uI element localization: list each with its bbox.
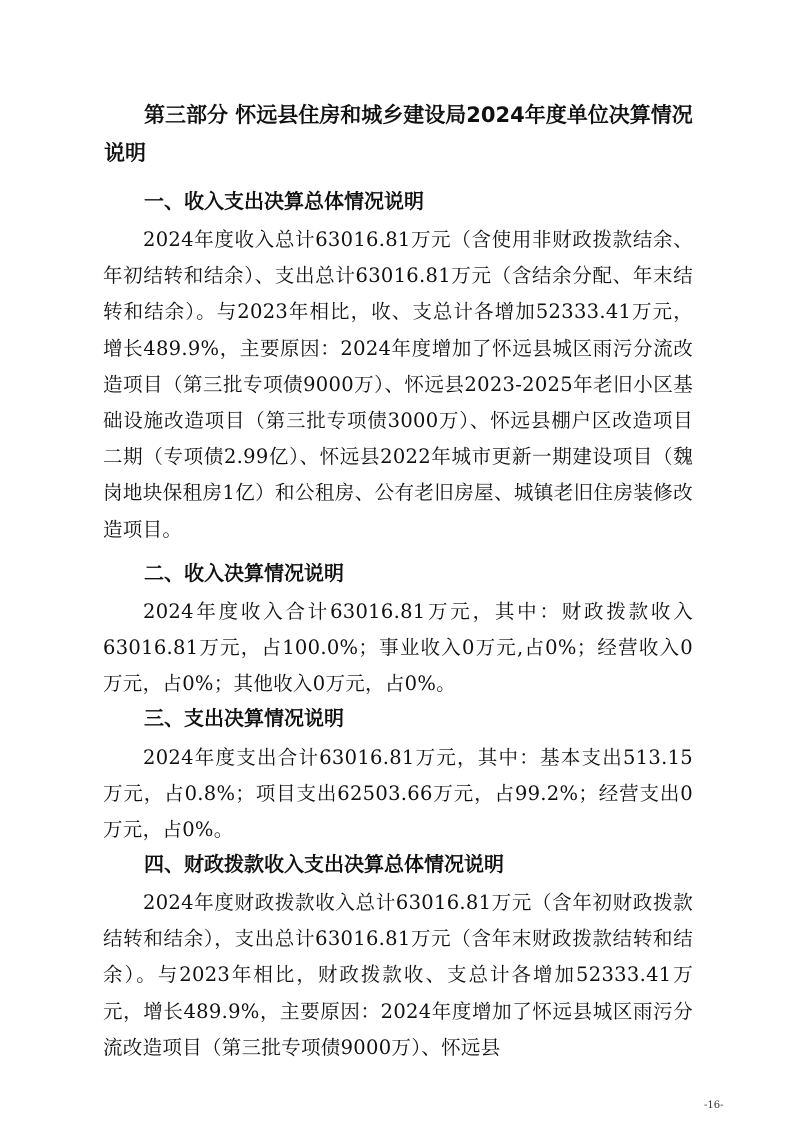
- section-body-4: 2024年度财政拨款收入总计63016.81万元（含年初财政拨款结转和结余），支出总计63016.81万元（含年末财政拨款结转和结余）。与2023年相比，财政拨款收、支总计各增加52333.41万元，增长489.9%，主要原因：2024年度增加了怀远县城区雨污分流改造项目（第三批专项债9000万）、怀远县: [103, 891, 693, 1059]
- section-heading-2: 二、收入决算情况说明: [144, 561, 344, 585]
- section-heading-4: 四、财政拨款收入支出决算总体情况说明: [144, 852, 504, 876]
- section-body-1: 2024年度收入总计63016.81万元（含使用非财政拨款结余、年初结转和结余）、支出总计63016.81万元（含结余分配、年末结转和结余）。与2023年相比，收、支总计各增加52333.41万元，增长489.9%，主要原因：2024年度增加了怀远县城区雨污分流改造项目（第三批专项债9000万）、怀远县2023-2025年老旧小区基础设施改造项目（第三批专项债3000万）、怀远县棚户区改造项目二期（专项债2.99亿）、怀远县2022年城市更新一期建设项目（魏岗地块保租房1亿）和公租房、公有老旧房屋、城镇老旧住房装修改造项目。: [103, 228, 693, 541]
- page-number: -16-: [704, 1100, 724, 1111]
- section-body-3: 2024年度支出合计63016.81万元，其中：基本支出513.15万元，占0.8%；项目支出62503.66万元，占99.2%；经营支出0万元，占0%。: [103, 746, 693, 842]
- section-body-2: 2024年度收入合计63016.81万元，其中：财政拨款收入63016.81万元，占100.0%；事业收入0万元,占0%；经营收入0万元，占0%；其他收入0万元，占0%。: [103, 600, 693, 696]
- section-heading-1: 一、收入支出决算总体情况说明: [144, 189, 424, 213]
- section-heading-3: 三、支出决算情况说明: [144, 706, 344, 730]
- document-title: 第三部分 怀远县住房和城乡建设局2024年度单位决算情况说明: [104, 103, 693, 165]
